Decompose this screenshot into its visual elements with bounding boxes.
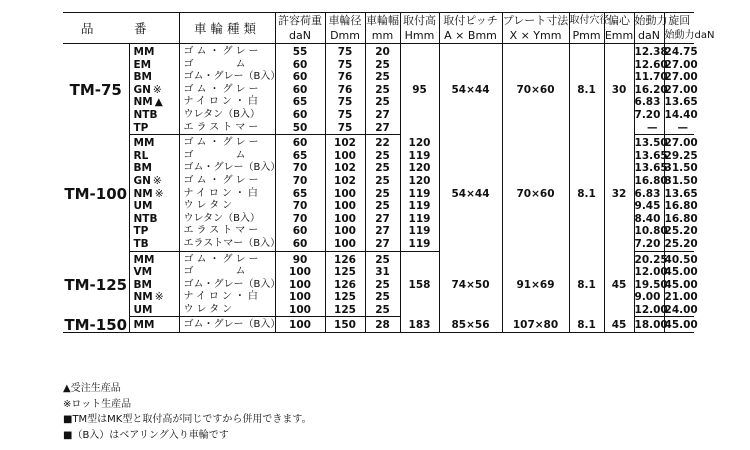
variant-code: [129, 84, 179, 97]
swivel-force: 45.00: [664, 278, 698, 291]
table-row: [63, 251, 694, 266]
mount-pitch: 74×50: [439, 251, 502, 317]
header-height-unit: Hmm: [400, 28, 439, 44]
variant-code-text: GN: [133, 83, 151, 96]
variant-mark: ▲: [154, 96, 163, 109]
wheel-width: 25: [365, 188, 400, 201]
model-name: TM-125: [63, 251, 129, 317]
mount-height: 119: [400, 188, 439, 201]
header-hole-unit: Pmm: [569, 28, 604, 44]
variant-code: [129, 304, 179, 317]
variant-code-text: MM: [133, 319, 155, 332]
swivel-force: 31.50: [664, 174, 698, 187]
allowable-load: 60: [275, 238, 325, 251]
wheel-width: 25: [365, 251, 400, 266]
swivel-force: 25.20: [664, 237, 698, 250]
swivel-force: 40.50: [664, 251, 694, 266]
variant-mark: ※: [154, 291, 164, 304]
wheel-material: エラストマー（B入）: [179, 238, 275, 251]
mount-pitch: 54×44: [439, 135, 502, 251]
header-offset-top: 偏心: [604, 13, 634, 29]
header-hole-top: 取付穴径: [569, 13, 604, 29]
wheel-material: ゴム・グレー（B入）: [179, 279, 275, 292]
mount-pitch: 85×56: [439, 317, 502, 333]
wheel-diameter: 100: [325, 188, 365, 201]
starting-force: —: [634, 122, 664, 135]
mount-height: 158: [400, 251, 439, 317]
wheel-width: 31: [365, 266, 400, 279]
mount-height: 95: [400, 44, 439, 135]
variant-code: [129, 200, 179, 213]
table-row: [63, 317, 694, 333]
header-swivel-top: 旋回: [664, 13, 694, 29]
swivel-force: 27.00: [664, 71, 698, 84]
starting-force: 16.20: [634, 83, 668, 96]
wheel-diameter: 100: [325, 150, 365, 163]
wheel-material: ウレタン（B入）: [179, 213, 275, 226]
wheel-material: ナイロン・白: [179, 96, 275, 109]
variant-code-text: RL: [133, 149, 149, 162]
starting-force: 12.60: [634, 58, 668, 71]
plate-size: 70×60: [502, 135, 569, 251]
wheel-diameter: 76: [325, 84, 365, 97]
swivel-force: 27.00: [664, 83, 698, 96]
header-load-unit: daN: [275, 28, 325, 44]
variant-code-text: NM: [133, 96, 153, 109]
wheel-diameter: 102: [325, 175, 365, 188]
wheel-diameter: 100: [325, 200, 365, 213]
wheel-width: 27: [365, 122, 400, 135]
starting-force: 13.50: [634, 135, 664, 150]
header-start-top: 始動力: [634, 14, 668, 27]
wheel-diameter: 75: [325, 109, 365, 122]
wheel-width: 25: [365, 304, 400, 317]
header-diameter-unit: Dmm: [325, 28, 365, 44]
header-wheel-type: 車輪種類: [179, 13, 275, 44]
hole-diameter: 8.1: [569, 317, 604, 333]
header-swivel-unit: 始動力daN: [664, 28, 694, 44]
allowable-load: 60: [275, 109, 325, 122]
variant-code-text: NTB: [133, 212, 158, 225]
wheel-diameter: 125: [325, 266, 365, 279]
header-diameter-top: 車輪径: [325, 13, 365, 29]
wheel-material: ウレタン（B入）: [179, 109, 275, 122]
allowable-load: 100: [275, 317, 325, 333]
allowable-load: 65: [275, 150, 325, 163]
offset: 30: [604, 44, 634, 135]
swivel-force: 27.00: [664, 58, 698, 71]
wheel-width: 25: [365, 162, 400, 175]
plate-size: 70×60: [502, 44, 569, 135]
wheel-diameter: 102: [325, 162, 365, 175]
variant-code-text: NM: [133, 291, 153, 304]
wheel-material: エラストマー: [179, 225, 275, 238]
swivel-force: 27.00: [664, 135, 694, 150]
offset: 45: [604, 317, 634, 333]
swivel-force: 45.00: [664, 317, 694, 333]
wheel-width: 20: [365, 44, 400, 59]
allowable-load: 70: [275, 175, 325, 188]
starting-force: 13.65: [634, 162, 668, 175]
mount-height: 119: [400, 213, 439, 226]
variant-code: [129, 109, 179, 122]
starting-force: 19.50: [634, 278, 668, 291]
wheel-material: ゴ ム: [179, 59, 275, 72]
note-compatibility: ■TM型はMK型と取付高が同じですから併用できます。: [63, 414, 312, 425]
variant-code-text: MM: [133, 137, 155, 150]
mount-height: 120: [400, 162, 439, 175]
wheel-material: ナイロン・白: [179, 291, 275, 304]
variant-code-text: BM: [133, 278, 152, 291]
starting-force: 7.20: [634, 238, 664, 251]
variant-code-text: NM: [133, 187, 153, 200]
variant-code-text: UM: [133, 303, 153, 316]
offset: 32: [604, 135, 634, 251]
variant-code: [129, 251, 179, 266]
swivel-force: 31.50: [664, 162, 698, 175]
allowable-load: 70: [275, 162, 325, 175]
wheel-width: 28: [365, 317, 400, 333]
variant-code-text: GN: [133, 174, 151, 187]
starting-force: 7.20: [634, 109, 664, 122]
wheel-diameter: 102: [325, 135, 365, 150]
mount-height: 119: [400, 150, 439, 163]
allowable-load: 70: [275, 200, 325, 213]
variant-code: [129, 59, 179, 72]
wheel-diameter: 126: [325, 279, 365, 292]
variant-code-text: NTB: [133, 108, 158, 121]
wheel-diameter: 100: [325, 225, 365, 238]
variant-code: [129, 225, 179, 238]
variant-code-text: TP: [133, 225, 149, 238]
wheel-width: 27: [365, 213, 400, 226]
wheel-diameter: 100: [325, 238, 365, 251]
allowable-load: 100: [275, 291, 325, 304]
allowable-load: 65: [275, 188, 325, 201]
model-name: TM-100: [63, 135, 129, 251]
starting-force: 10.80: [634, 225, 668, 238]
variant-code-text: TP: [133, 121, 149, 134]
variant-code-text: BM: [133, 71, 152, 84]
wheel-width: 25: [365, 175, 400, 188]
allowable-load: 60: [275, 225, 325, 238]
spec-table-body: [63, 44, 698, 335]
offset: 45: [604, 251, 634, 317]
swivel-force: 16.80: [664, 212, 698, 225]
swivel-force: 29.25: [664, 149, 698, 162]
swivel-force: 45.00: [664, 266, 698, 279]
variant-code: [129, 317, 179, 333]
note-lot-production: ※ロット生産品: [63, 398, 132, 410]
mount-height: 120: [400, 175, 439, 188]
swivel-force: 13.65: [664, 187, 698, 200]
variant-code-text: BM: [133, 162, 152, 175]
wheel-diameter: 76: [325, 71, 365, 84]
wheel-width: 25: [365, 279, 400, 292]
wheel-width: 25: [365, 59, 400, 72]
allowable-load: 60: [275, 135, 325, 150]
allowable-load: 50: [275, 122, 325, 135]
wheel-material: ゴ ム: [179, 266, 275, 279]
wheel-diameter: 75: [325, 122, 365, 135]
wheel-width: 25: [365, 96, 400, 109]
footnotes: [63, 381, 312, 443]
starting-force: 12.00: [634, 303, 668, 316]
wheel-diameter: 75: [325, 59, 365, 72]
header-width-top: 車輪幅: [366, 14, 400, 27]
swivel-force: 21.00: [664, 291, 698, 304]
variant-code: [129, 188, 179, 201]
wheel-material: ゴム・グレー: [179, 135, 275, 150]
starting-force: 18.00: [634, 317, 664, 333]
variant-code-text: MM: [133, 46, 155, 58]
swivel-force: 13.65: [664, 96, 698, 109]
variant-code-text: TB: [133, 237, 149, 250]
variant-code: [129, 213, 179, 226]
note-made-to-order: ▲受注生産品: [63, 383, 121, 394]
variant-code: [129, 135, 179, 150]
variant-code-text: UM: [133, 200, 153, 213]
swivel-force: 25.20: [664, 225, 698, 238]
variant-mark: ※: [152, 174, 162, 187]
wheel-width: 27: [365, 238, 400, 251]
allowable-load: 70: [275, 213, 325, 226]
variant-code: [129, 162, 179, 175]
header-plate-top: プレート寸法: [502, 14, 569, 27]
starting-force: 6.83: [634, 188, 664, 201]
mount-height: 119: [400, 200, 439, 213]
header-load-top: 許容荷重: [275, 13, 325, 29]
wheel-material: ゴム・グレー（B入）: [179, 71, 275, 84]
variant-code: [129, 266, 179, 279]
wheel-material: ゴ ム: [179, 150, 275, 163]
header-width-unit: mm: [365, 28, 400, 44]
header-pitch-top: 取付ピッチ: [439, 13, 502, 29]
header-offset-unit: Emm: [604, 29, 634, 42]
header-plate-unit: X × Ymm: [502, 28, 569, 44]
variant-code: [129, 44, 179, 59]
swivel-force: 14.40: [664, 108, 698, 121]
header-pitch-unit: A × Bmm: [439, 28, 502, 44]
starting-force: 20.25: [634, 251, 664, 266]
wheel-material: エラストマー: [179, 122, 275, 135]
allowable-load: 60: [275, 59, 325, 72]
model-name: TM-75: [63, 44, 129, 135]
wheel-width: 22: [365, 135, 400, 150]
wheel-material: ウレタン: [179, 200, 275, 213]
variant-code: [129, 238, 179, 251]
swivel-force: 24.75: [664, 44, 694, 59]
variant-code: [129, 96, 179, 109]
note-bearing: ■（B入）はベアリング入り車輪です: [63, 429, 229, 441]
swivel-force: 24.00: [664, 303, 698, 316]
variant-mark: ※: [152, 83, 162, 96]
hole-diameter: 8.1: [569, 135, 604, 251]
allowable-load: 60: [275, 71, 325, 84]
wheel-width: 27: [365, 109, 400, 122]
allowable-load: 100: [275, 279, 325, 292]
variant-code: [129, 150, 179, 163]
header-start-unit: daN: [634, 28, 664, 44]
header-part-number: 品 番: [63, 13, 179, 44]
variant-code-text: EM: [133, 58, 152, 71]
wheel-width: 25: [365, 150, 400, 163]
table-row: [63, 135, 694, 150]
wheel-width: 25: [365, 200, 400, 213]
variant-code-text: MM: [133, 253, 155, 266]
spec-table: [63, 12, 715, 335]
plate-size: 107×80: [502, 317, 569, 333]
plate-size: 91×69: [502, 251, 569, 317]
mount-height: 119: [400, 238, 439, 251]
swivel-force: 16.80: [664, 200, 698, 213]
wheel-diameter: 125: [325, 304, 365, 317]
table-row: [63, 44, 694, 59]
variant-code: [129, 175, 179, 188]
starting-force: 13.65: [634, 149, 668, 162]
wheel-material: ウレタン: [179, 304, 275, 317]
wheel-material: ゴム・グレー（B入）: [179, 317, 275, 333]
wheel-material: ゴム・グレー: [179, 44, 275, 59]
wheel-material: ナイロン・白: [179, 188, 275, 201]
wheel-diameter: 150: [325, 317, 365, 333]
variant-mark: ※: [154, 187, 164, 200]
hole-diameter: 8.1: [569, 44, 604, 135]
swivel-force: —: [664, 122, 694, 135]
wheel-material: ゴム・グレー: [179, 84, 275, 97]
model-name: TM-150: [64, 316, 128, 335]
wheel-diameter: 100: [325, 213, 365, 226]
wheel-material: ゴム・グレー: [179, 251, 275, 266]
mount-height: 119: [400, 225, 439, 238]
mount-height: 120: [400, 135, 439, 150]
starting-force: 11.70: [634, 71, 668, 84]
starting-force: 9.45: [634, 200, 664, 213]
allowable-load: 90: [275, 251, 325, 266]
variant-code: [129, 71, 179, 84]
header-row-top: [63, 13, 694, 29]
allowable-load: 65: [275, 96, 325, 109]
wheel-width: 25: [365, 71, 400, 84]
starting-force: 8.40: [634, 213, 664, 226]
header-height-top: 取付高: [400, 13, 439, 29]
wheel-width: 27: [365, 225, 400, 238]
wheel-material: ゴム・グレー（B入）: [179, 162, 275, 175]
variant-code-text: VM: [133, 266, 153, 279]
starting-force: 16.80: [634, 174, 668, 187]
wheel-diameter: 75: [325, 44, 365, 59]
starting-force: 12.38: [634, 44, 664, 59]
mount-pitch: 54×44: [439, 44, 502, 135]
starting-force: 12.00: [634, 266, 668, 279]
hole-diameter: 8.1: [569, 251, 604, 317]
variant-code: [129, 279, 179, 292]
allowable-load: 60: [275, 84, 325, 97]
allowable-load: 100: [275, 266, 325, 279]
mount-height: 183: [400, 317, 439, 333]
wheel-material: ゴム・グレー: [179, 175, 275, 188]
variant-code: [129, 291, 179, 304]
wheel-diameter: 125: [325, 291, 365, 304]
wheel-width: 25: [365, 84, 400, 97]
wheel-diameter: 75: [325, 96, 365, 109]
starting-force: 6.83: [634, 96, 664, 109]
wheel-width: 25: [365, 291, 400, 304]
variant-code: [129, 122, 179, 135]
wheel-diameter: 126: [325, 251, 365, 266]
allowable-load: 100: [275, 304, 325, 317]
starting-force: 9.00: [634, 291, 664, 304]
allowable-load: 55: [275, 44, 325, 59]
